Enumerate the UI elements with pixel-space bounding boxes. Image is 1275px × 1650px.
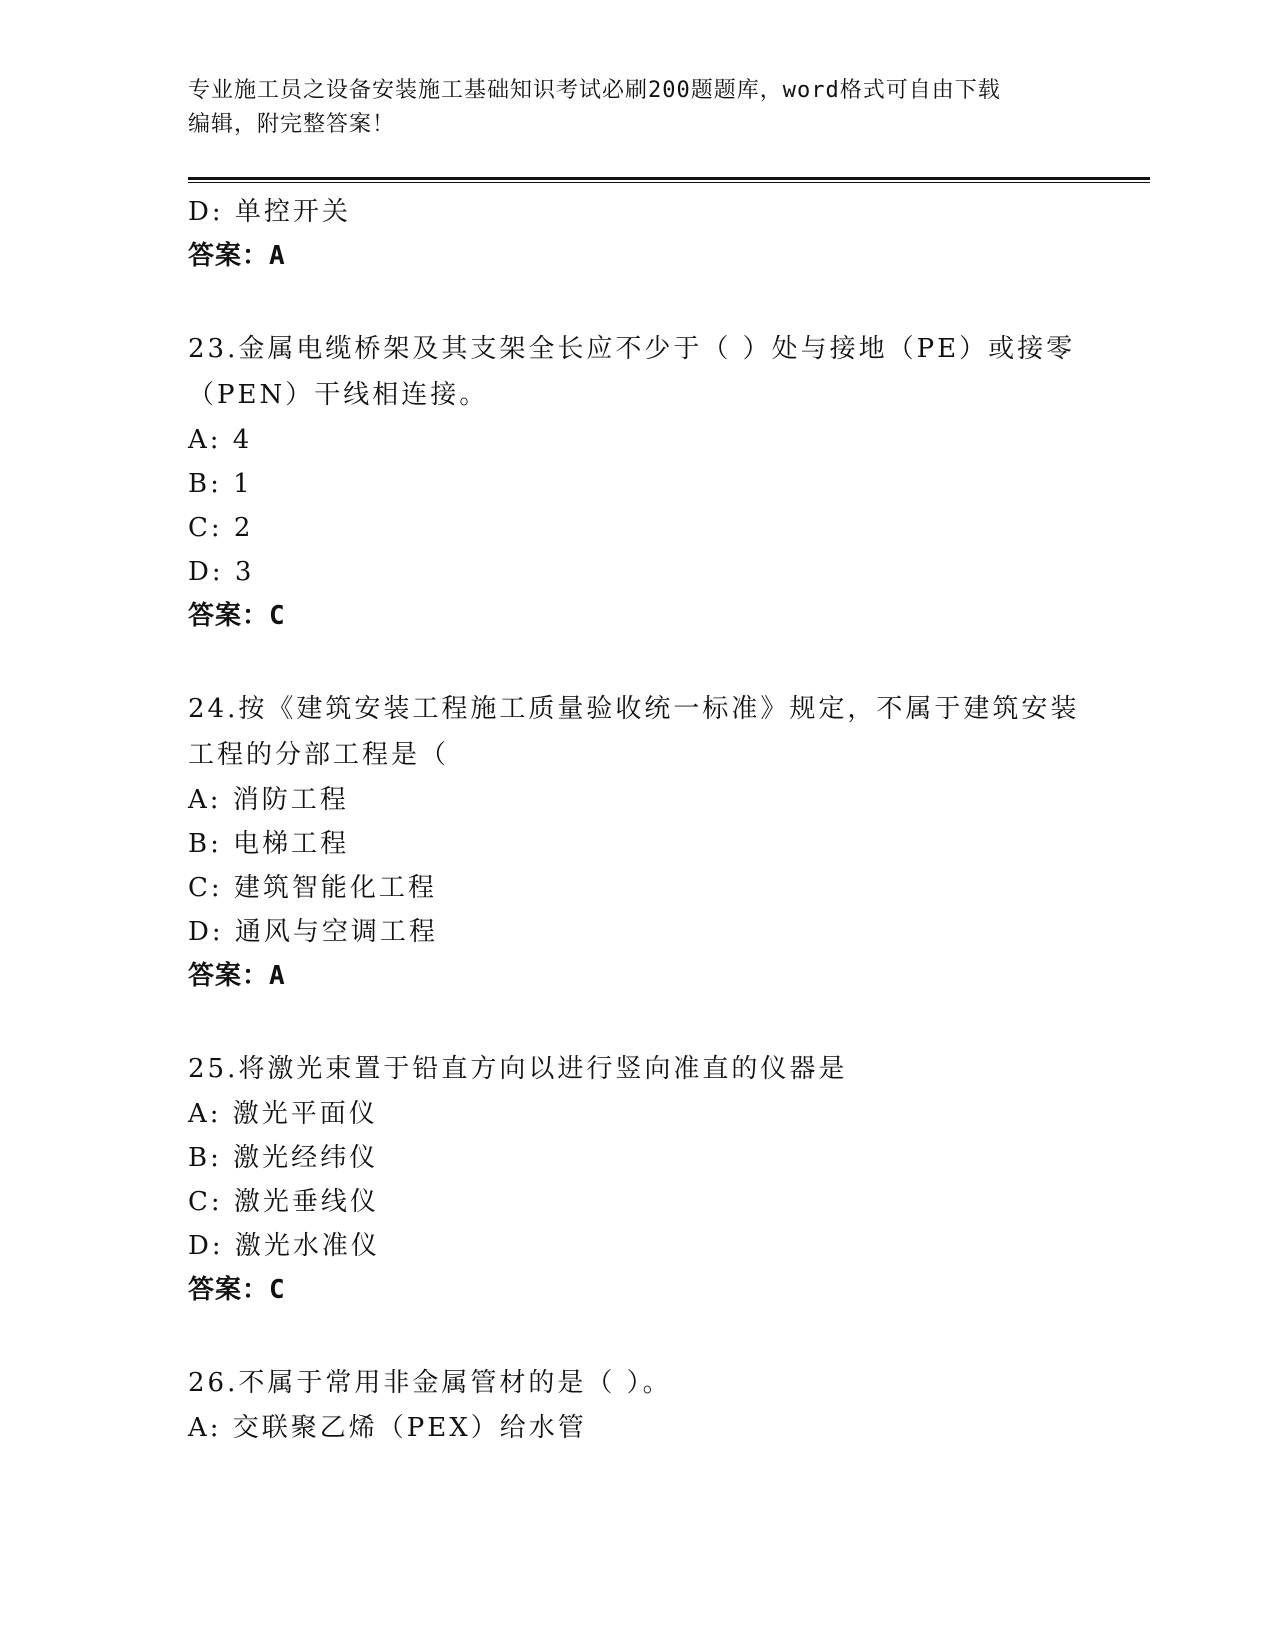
question-23-text-line-1: 23.金属电缆桥架及其支架全长应不少于（ ）处与接地（PE）或接零 [188,334,1076,364]
header-divider-thin [188,182,1150,183]
question-24-option-c: C: 建筑智能化工程 [188,873,437,903]
question-24-option-b: B: 电梯工程 [188,829,350,859]
question-25-option-c: C: 激光垂线仪 [188,1187,379,1217]
question-26-option-a: A: 交联聚乙烯（PEX）给水管 [188,1413,587,1443]
question-23-option-a: A: 4 [188,425,253,455]
prev-answer: 答案：A [188,241,286,271]
header-line-2: 编辑，附完整答案！ [188,112,396,137]
question-25-answer: 答案：C [188,1275,286,1305]
question-25-option-a: A: 激光平面仪 [188,1099,378,1129]
question-24-option-d: D: 通风与空调工程 [188,917,438,947]
question-25-option-d: D: 激光水准仪 [188,1231,380,1261]
question-24-answer: 答案：A [188,961,286,991]
question-23-option-c: C: 2 [188,513,254,543]
header-line-1: 专业施工员之设备安装施工基础知识考试必刷200题题库，word格式可自由下载 [188,78,1001,103]
header-divider-thick [188,177,1150,180]
question-23-option-b: B: 1 [188,469,253,499]
question-24-text-line-2: 工程的分部工程是（ [188,740,450,770]
prev-option-d: D: 单控开关 [188,197,351,227]
question-list [188,190,1088,1450]
question-24-text-line-1: 24.按《建筑安装工程施工质量验收统一标准》规定，不属于建筑安装 [188,694,1080,724]
question-26-text-line-1: 26.不属于常用非金属管材的是（ ）。 [188,1368,672,1398]
question-23-text-line-2: （PEN）干线相连接。 [188,380,489,410]
document-header [188,74,1088,142]
question-25-text-line-1: 25.将激光束置于铅直方向以进行竖向准直的仪器是 [188,1054,848,1084]
question-23-option-d: D: 3 [188,557,255,587]
question-24-option-a: A: 消防工程 [188,785,349,815]
question-23-answer: 答案：C [188,601,286,631]
question-25-option-b: B: 激光经纬仪 [188,1143,379,1173]
